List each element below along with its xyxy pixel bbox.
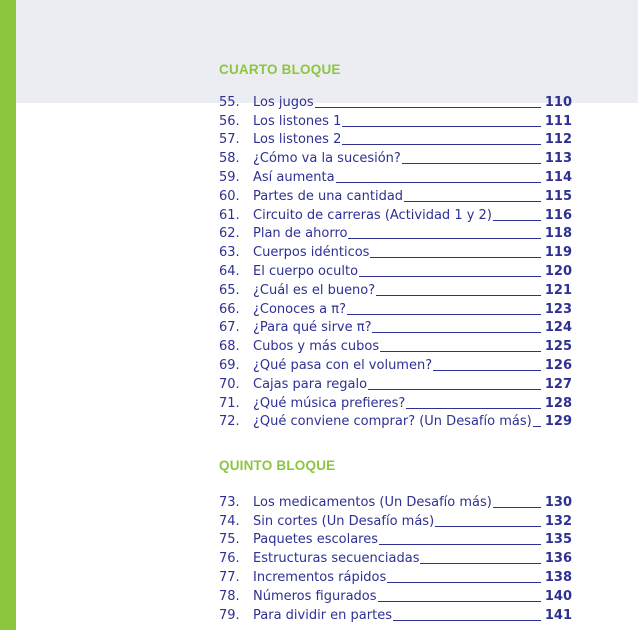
toc-entry-page: 136	[544, 551, 572, 567]
toc-entry-title: Partes de una cantidad	[253, 188, 404, 204]
toc-entry-page: 112	[544, 132, 572, 148]
toc-entry	[219, 128, 572, 147]
toc-entry-title: Para dividir en partes	[253, 607, 392, 623]
toc-entry-title: ¿Cuál es el bueno?	[253, 282, 376, 298]
toc-entry	[219, 353, 572, 372]
toc-leader-line	[380, 351, 541, 352]
toc-entry-page: 120	[544, 263, 572, 279]
toc-entry-number: 71.	[219, 395, 240, 411]
toc-entry	[219, 603, 572, 622]
toc-entry-title: ¿Qué pasa con el volumen?	[253, 357, 433, 373]
toc-entry-page: 126	[544, 357, 572, 373]
toc-entry-page: 132	[544, 513, 572, 529]
toc-entry-page: 119	[544, 245, 572, 261]
toc-leader-line	[379, 544, 541, 545]
toc-leader-line	[393, 620, 541, 621]
toc-entry-page: 130	[544, 494, 572, 510]
toc-entry-page: 113	[544, 151, 572, 167]
toc-entry-title: Cajas para regalo	[253, 376, 368, 392]
toc-entry-number: 66.	[219, 301, 240, 317]
toc-entry-title: El cuerpo oculto	[253, 263, 359, 279]
toc-leader-line	[342, 144, 541, 145]
toc-entry-number: 55.	[219, 94, 240, 110]
toc-leader-line	[435, 526, 541, 527]
toc-entry-title: Los listones 2	[253, 132, 342, 148]
toc-entry	[219, 184, 572, 203]
toc-entry-number: 63.	[219, 245, 240, 261]
toc-entry	[219, 584, 572, 603]
toc-leader-line	[406, 408, 541, 409]
toc-entry-page: 111	[544, 113, 572, 129]
toc-entry-title: ¿Qué música prefieres?	[253, 395, 406, 411]
toc-entry-number: 57.	[219, 132, 240, 148]
toc-entry-title: Los medicamentos (Un Desafío más)	[253, 494, 492, 510]
toc-entry-title: Estructuras secuenciadas	[253, 551, 420, 567]
toc-entry	[219, 278, 572, 297]
toc-entry-number: 77.	[219, 569, 240, 585]
toc-entry	[219, 203, 572, 222]
toc-entry-number: 76.	[219, 551, 240, 567]
toc-entry-page: 116	[544, 207, 572, 223]
toc-leader-line	[387, 582, 541, 583]
toc-entry-title: ¿Cómo va la sucesión?	[253, 151, 401, 167]
toc-entry-number: 70.	[219, 376, 240, 392]
toc-entry-title: Así aumenta	[253, 169, 335, 185]
toc-entry	[219, 334, 572, 353]
toc-leader-line	[433, 370, 541, 371]
toc-entry	[219, 528, 572, 547]
toc-entry-number: 65.	[219, 282, 240, 298]
toc-entry-title: ¿Para qué sirve π?	[253, 320, 372, 336]
toc-entry-title: Paquetes escolares	[253, 532, 378, 548]
toc-entry	[219, 259, 572, 278]
toc-entry-number: 74.	[219, 513, 240, 529]
toc-entry-page: 140	[544, 588, 572, 604]
toc-entry	[219, 565, 572, 584]
toc-entry-title: Cuerpos idénticos	[253, 245, 370, 261]
toc-leader-line	[402, 163, 541, 164]
section-title-cuarto-bloque: CUARTO BLOQUE	[219, 62, 341, 77]
toc-entry-title: ¿Qué conviene comprar? (Un Desafío más)	[253, 414, 532, 430]
toc-list-quinto-bloque	[219, 490, 572, 622]
toc-entry	[219, 109, 572, 128]
toc-entry-page: 138	[544, 569, 572, 585]
toc-entry-page: 110	[544, 94, 572, 110]
toc-leader-line	[533, 426, 541, 427]
toc-entry	[219, 410, 572, 429]
toc-leader-line	[342, 126, 541, 127]
toc-entry	[219, 222, 572, 241]
toc-leader-line	[420, 563, 541, 564]
toc-entry-number: 62.	[219, 226, 240, 242]
toc-entry	[219, 165, 572, 184]
toc-leader-line	[378, 601, 541, 602]
toc-entry-page: 129	[544, 414, 572, 430]
toc-entry-page: 135	[544, 532, 572, 548]
toc-entry-title: Números figurados	[253, 588, 377, 604]
toc-entry-title: Los jugos	[253, 94, 314, 110]
green-side-bar	[0, 0, 16, 630]
toc-entry-number: 64.	[219, 263, 240, 279]
toc-leader-line	[370, 257, 541, 258]
toc-entry	[219, 391, 572, 410]
toc-leader-line	[336, 182, 541, 183]
toc-entry	[219, 546, 572, 565]
toc-entry-page: 123	[544, 301, 572, 317]
toc-entry	[219, 146, 572, 165]
toc-entry-page: 141	[544, 607, 572, 623]
toc-entry-page: 128	[544, 395, 572, 411]
toc-entry-title: Incrementos rápidos	[253, 569, 387, 585]
toc-entry	[219, 240, 572, 259]
toc-leader-line	[372, 332, 541, 333]
toc-entry-page: 115	[544, 188, 572, 204]
toc-leader-line	[348, 238, 541, 239]
toc-leader-line	[493, 220, 541, 221]
toc-entry-number: 61.	[219, 207, 240, 223]
toc-entry	[219, 372, 572, 391]
toc-entry-number: 59.	[219, 169, 240, 185]
toc-entry-title: Los listones 1	[253, 113, 342, 129]
toc-entry-title: Sin cortes (Un Desafío más)	[253, 513, 435, 529]
toc-entry	[219, 509, 572, 528]
toc-entry-number: 72.	[219, 414, 240, 430]
toc-entry-page: 114	[544, 169, 572, 185]
toc-leader-line	[359, 276, 541, 277]
toc-entry-number: 68.	[219, 339, 240, 355]
toc-entry-number: 56.	[219, 113, 240, 129]
toc-entry	[219, 490, 572, 509]
toc-entry-title: Cubos y más cubos	[253, 339, 380, 355]
toc-entry-number: 60.	[219, 188, 240, 204]
toc-leader-line	[493, 507, 541, 508]
toc-entry	[219, 316, 572, 335]
toc-leader-line	[347, 314, 541, 315]
toc-leader-line	[404, 201, 541, 202]
toc-entry	[219, 297, 572, 316]
toc-entry-page: 124	[544, 320, 572, 336]
toc-leader-line	[376, 295, 541, 296]
toc-leader-line	[368, 389, 541, 390]
toc-list-cuarto-bloque	[219, 90, 572, 428]
toc-entry-page: 125	[544, 339, 572, 355]
toc-entry-number: 67.	[219, 320, 240, 336]
toc-entry-number: 78.	[219, 588, 240, 604]
toc-leader-line	[315, 107, 541, 108]
toc-entry-number: 58.	[219, 151, 240, 167]
toc-entry-page: 127	[544, 376, 572, 392]
toc-entry-number: 75.	[219, 532, 240, 548]
toc-entry-title: ¿Conoces a π?	[253, 301, 346, 317]
toc-entry-number: 79.	[219, 607, 240, 623]
header-band	[16, 0, 638, 103]
toc-entry-number: 69.	[219, 357, 240, 373]
toc-entry-page: 118	[544, 226, 572, 242]
toc-entry	[219, 90, 572, 109]
toc-entry-number: 73.	[219, 494, 240, 510]
toc-entry-page: 121	[544, 282, 572, 298]
toc-entry-title: Circuito de carreras (Actividad 1 y 2)	[253, 207, 492, 223]
toc-entry-title: Plan de ahorro	[253, 226, 348, 242]
section-title-quinto-bloque: QUINTO BLOQUE	[219, 458, 336, 473]
